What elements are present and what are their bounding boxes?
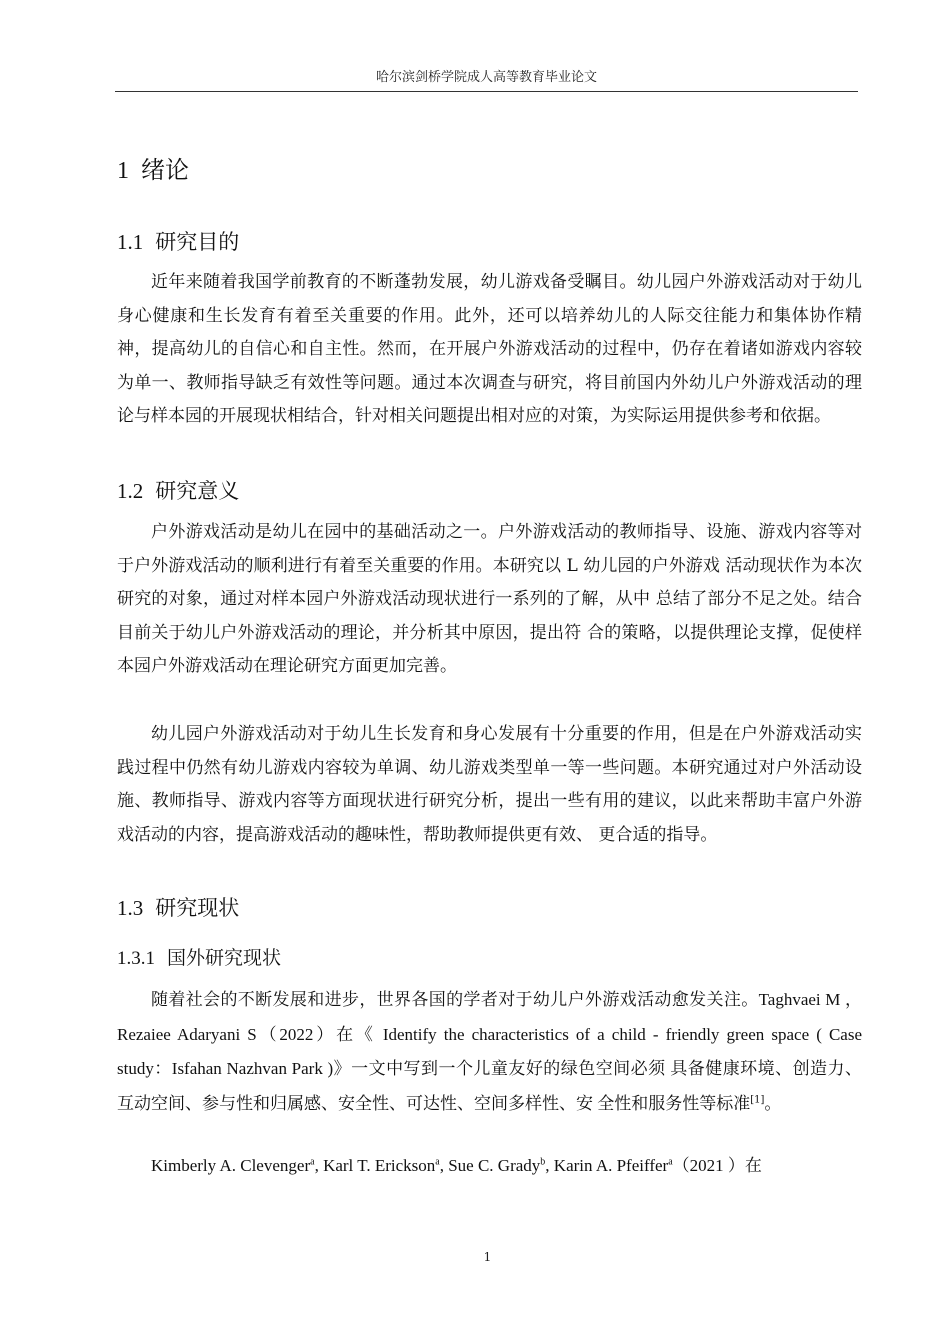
section-title: 研究现状 xyxy=(155,896,240,920)
paragraph-research-purpose: 近年来随着我国学前教育的不断蓬勃发展，幼儿游戏备受瞩目。幼儿园户外游戏活动对于幼儿身心健康和生长发育有着至关重要的作用。此外，还可以培养幼儿的人际交往能力和集体协作精神，提高幼儿的自信心和自主性。然而，在开展户外游戏活动的过程中，仍存在着诸如游戏内容较为单一、教师指导缺乏有效性等问题。通过本次调查与研究，将目前国内外幼儿户外游戏活动的理论与样本园的开展现状相结合，针对相关问题提出相对应的对策，为实际运用提供参考和依据。 xyxy=(117,272,862,426)
author-3: Sue C. Grady xyxy=(448,1156,541,1175)
author-separator: , xyxy=(314,1156,324,1175)
author-affil: a xyxy=(435,1156,440,1168)
author-1: Kimberly A. Clevenger xyxy=(151,1156,311,1175)
chapter-heading xyxy=(117,150,189,185)
section-title: 研究意义 xyxy=(155,479,240,503)
author-separator: , xyxy=(545,1156,554,1175)
section-heading-1-3 xyxy=(117,892,239,922)
section-number: 1.1 xyxy=(117,230,144,254)
authors-line xyxy=(117,1149,862,1183)
author-separator: , xyxy=(439,1156,449,1175)
page-header xyxy=(115,66,858,92)
author-affil: a xyxy=(668,1156,673,1168)
section-heading-1-2 xyxy=(117,475,239,505)
author-4: Karin A. Pfeiffer xyxy=(553,1156,669,1175)
subsection-number: 1.3.1 xyxy=(117,948,155,969)
paragraph-research-significance-2: 幼儿园户外游戏活动对于幼儿生长发育和身心发展有十分重要的作用，但是在户外游戏活动实践过程中仍然有幼儿游戏内容较为单调、幼儿游戏类型单一等一些问题。本研究通过对户外活动设施、教师指导、游戏内容等方面现状进行研究分析，提出一些有用的建议，以此来帮助丰富户外游戏活动的内容，提高游戏活动的趣味性，帮助教师提供更有效、 更合适的指导。 xyxy=(117,724,862,845)
author-2: Karl T. Erickson xyxy=(323,1156,436,1175)
chapter-number: 1 xyxy=(117,158,129,184)
section-heading-1-1 xyxy=(117,226,239,256)
section-title: 研究目的 xyxy=(155,230,240,254)
paragraph-foreign-research xyxy=(117,983,862,1121)
citation-ref: [1] xyxy=(750,1093,765,1105)
subsection-title: 国外研究现状 xyxy=(167,947,282,969)
paragraph-research-significance-1: 户外游戏活动是幼儿在园中的基础活动之一。户外游戏活动的教师指导、设施、游戏内容等对于户外游戏活动的顺利进行有着至关重要的作用。本研究以 L 幼儿园的户外游戏 活动现状作为本次研究的对象，通过对样本园户外游戏活动现状进行一系列的了解，从中 总结了部分不足之处。结合目前关于幼儿户外游戏活动的理论，并分析其中原因，提出符 合的策略，以提供理论支撑，促使样本园户外游戏活动在理论研究方面更加完善。 xyxy=(117,522,862,676)
page-number: 1 xyxy=(483,1250,492,1264)
subsection-heading-1-3-1 xyxy=(117,943,281,970)
chapter-title: 绪论 xyxy=(141,156,189,184)
author-year: （2021 ）在 xyxy=(672,1156,762,1175)
section-number: 1.3 xyxy=(117,896,144,920)
author-affil: b xyxy=(540,1156,546,1168)
paragraph-foreign-citation-text: Taghvaei M ，Rezaiee Adaryani S（2022）在《 Identify the characteristics of a child - friendly green space ( Case study：Isfahan Nazhvan Park )》一文中写到一个儿童友好的绿色空间必须 具备健康环境、创造力、互动空间、参与性和归属感、安全性、可达性、空间多样性、安 全性和服务性等标准 xyxy=(117,990,862,1113)
paragraph-foreign-intro: 随着社会的不断发展和进步，世界各国的学者对于幼儿户外游戏活动愈发关注。 xyxy=(151,990,759,1010)
paragraph-end-mark: 。 xyxy=(764,1093,782,1114)
header-title: 哈尔滨剑桥学院成人高等教育毕业论文 xyxy=(375,70,597,85)
section-number: 1.2 xyxy=(117,479,144,503)
page-footer xyxy=(0,1250,950,1264)
author-affil: a xyxy=(310,1156,315,1168)
